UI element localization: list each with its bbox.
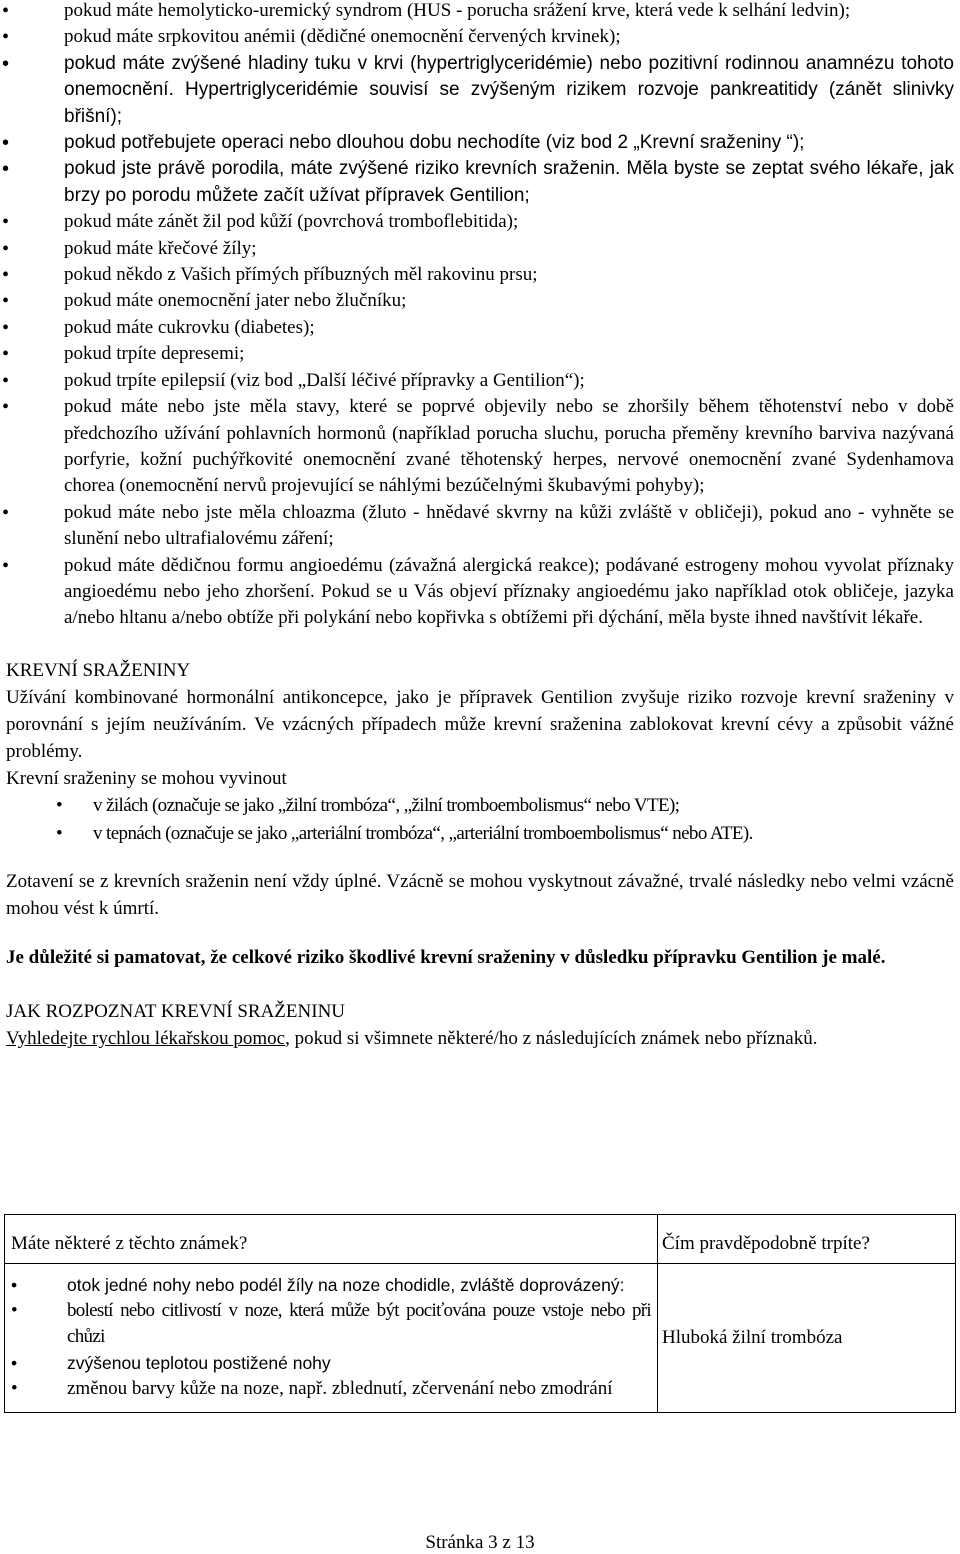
list-item: • změnou barvy kůže na noze, např. zblednutí, zčervenání nebo zmodrání [5,1376,657,1402]
paragraph: Užívání kombinované hormonální antikoncepce, jako je přípravek Gentilion zvyšuje riziko rozvoje krevní sraženiny v porovnání s jejím neužíváním. Ve vzácných případech může krevní sraženina zablokovat krevní cévy a způsobit vážné problémy. [6,686,954,762]
table-row [5,1264,956,1413]
list-item: • pokud máte onemocnění jater nebo žlučníku; [6,288,954,314]
list-item: • pokud jste právě porodila, máte zvýšené riziko krevních sraženin. Měla byste se zeptat svého lékaře, jak brzy po porodu můžete začít užívat přípravek Gentilion; [6,156,954,209]
list-item: • pokud máte dědičnou formu angioedému (závažná alergická reakce); podávané estrogeny mohou vyvolat příznaky angioedému nebo jeho zhoršení. Pokud se u Vás objeví příznaky angioedému jako například otok obličeje, jazyka a/nebo hltanu a/nebo obtíže při polykání nebo kopřivka s obtížemi při dýchání, měla byste ihned navštívit lékaře. [6,553,954,632]
paragraph: Krevní sraženiny se mohou vyvinout [6,767,287,789]
list-item: • pokud trpíte epilepsií (viz bod „Další léčivé přípravky a Gentilion“); [6,368,954,394]
list-item: • pokud trpíte depresemi; [6,341,954,367]
risk-factor-list [6,0,954,632]
table-cell [5,1264,658,1413]
intro-rest: , pokud si všimnete některé/ho z následujících známek nebo příznaků. [285,1027,818,1049]
symptom-table [4,1214,956,1413]
list-item: • pokud máte cukrovku (diabetes); [6,315,954,341]
table-header-row [5,1215,956,1264]
list-item: • otok jedné nohy nebo podél žíly na noze chodidle, zvláště doprovázený: [5,1272,657,1298]
section-heading-recognize-clot: JAK ROZPOZNAT KREVNÍ SRAŽENINU [6,1000,346,1022]
section-heading-blood-clots: KREVNÍ SRAŽENINY [6,659,191,681]
table-header-cell: Máte některé z těchto známek? [5,1215,658,1264]
page-footer: Stránka 3 z 13 [425,1532,535,1553]
list-item: • pokud máte nebo jste měla chloazma (žluto - hnědavé skvrny na kůži zvláště v obličeji), pokud ano - vyhněte se slunění nebo ultrafialovému záření; [6,500,954,553]
list-item: • pokud máte srpkovitou anémii (dědičné onemocnění červených krvinek); [6,24,954,50]
list-item: • pokud máte nebo jste měla stavy, které se poprvé objevily nebo se zhoršily během těhotenství nebo v době předchozího užívání pohlavních hormonů (například porucha sluchu, porucha přeměny krevního barviva nazývaná porfyrie, kožní puchýřkovité onemocnění zvané těhotenský herpes, nervové onemocnění zvané Sydenhamova chorea (onemocnění nervů projevující se náhlými bezúčelnými škubavými pohyby); [6,394,954,500]
list-item: • v žilách (označuje se jako „žilní trombóza“, „žilní tromboembolismus“ nebo VTE); [6,792,954,820]
list-item: • zvýšenou teplotou postižené nohy [5,1350,657,1376]
symptom-list [5,1272,657,1402]
paragraph: Zotavení se z krevních sraženin není vždy úplné. Vzácně se mohou vyskytnout závažné, trvalé následky nebo velmi vzácně mohou vést k úmrtí. [6,870,954,919]
list-item: • pokud potřebujete operaci nebo dlouhou dobu nechodíte (viz bod 2 „Krevní sraženiny “); [6,130,954,156]
table-header-cell: Čím pravděpodobně trpíte? [658,1215,956,1264]
list-item: • pokud máte křečové žíly; [6,236,954,262]
table-cell: Hluboká žilní trombóza [658,1264,956,1413]
list-item: • v tepnách (označuje se jako „arteriální trombóza“, „arteriální tromboembolismus“ nebo ATE). [6,820,954,848]
list-item: • pokud máte zánět žil pod kůží (povrchová tromboflebitida); [6,209,954,235]
important-note: Je důležité si pamatovat, že celkové riziko škodlivé krevní sraženiny v důsledku přípravku Gentilion je malé. [6,946,886,968]
underlined-text: Vyhledejte rychlou lékařskou pomoc [6,1027,286,1049]
list-item: • pokud máte zvýšené hladiny tuku v krvi (hypertriglyceridémie) nebo pozitivní rodinnou anamnézu tohoto onemocnění. Hypertriglyceridémie souvisí se zvýšeným rizikem rozvoje pankreatitidy (zánět slinivky břišní); [6,51,954,130]
clot-type-list [6,792,954,848]
paragraph [6,1025,954,1052]
list-item: • pokud máte hemolyticko-uremický syndrom (HUS - porucha srážení krve, která vede k selhání ledvin); [6,0,954,24]
list-item: • pokud někdo z Vašich přímých příbuzných měl rakovinu prsu; [6,262,954,288]
list-item: • bolestí nebo citlivostí v noze, která může být pociťována pouze vstoje nebo při chůzi [5,1298,657,1350]
document-page [6,0,954,1052]
